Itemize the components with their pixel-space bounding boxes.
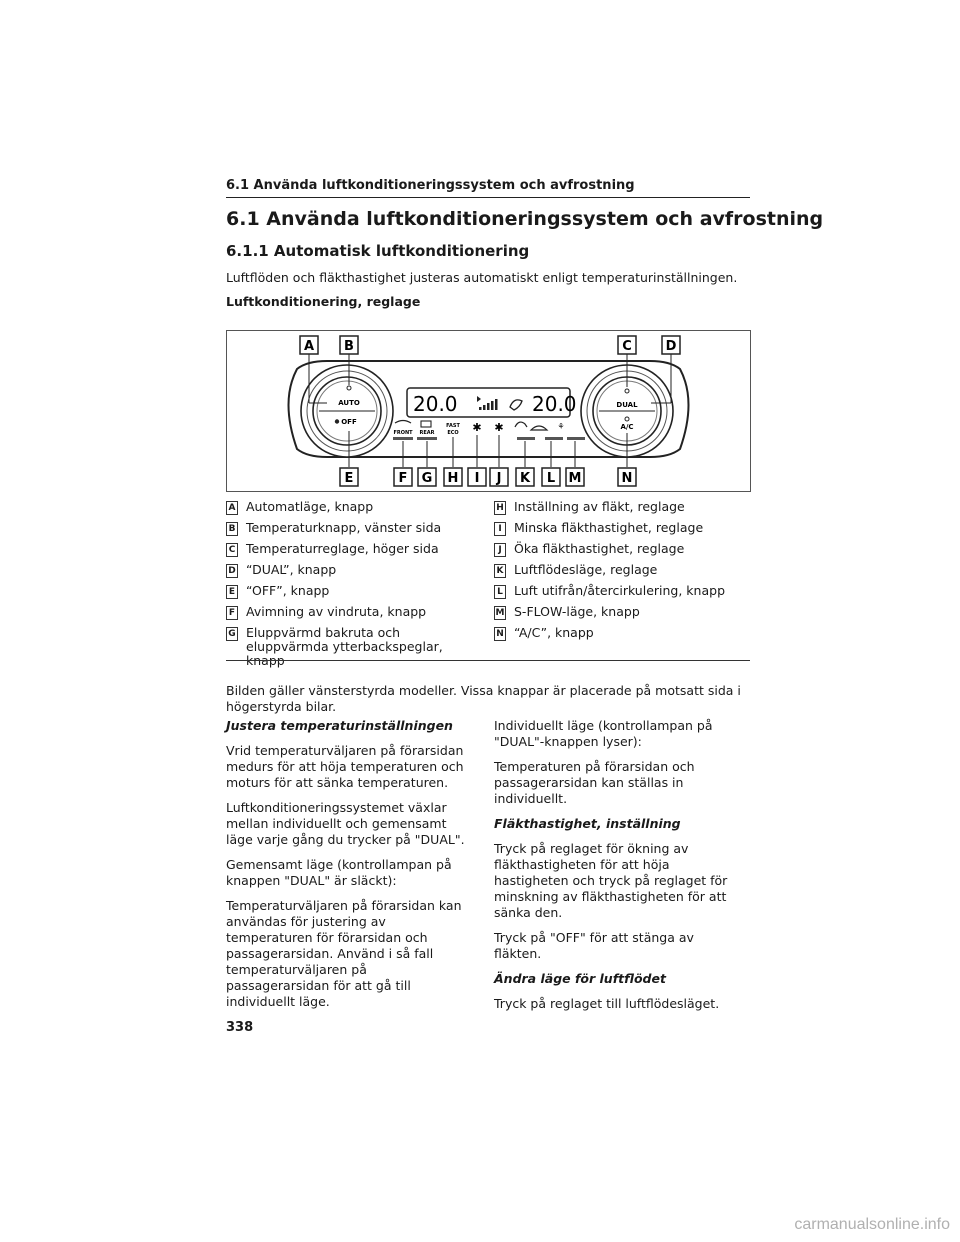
section-heading: 6.1 Använda luftkonditioneringssystem och avfrostning — [226, 208, 824, 230]
climate-panel-figure — [226, 330, 751, 492]
callout-letter: H — [447, 471, 459, 486]
column-paragraph: Tryck på reglaget till luftflödesläget. — [494, 996, 720, 1011]
legend-key: I — [494, 522, 506, 536]
fast-eco-button — [446, 423, 460, 436]
legend-key: N — [494, 627, 506, 641]
legend-item-c — [226, 542, 476, 557]
legend-key: G — [226, 627, 238, 641]
legend-text: “DUAL”, knapp — [246, 562, 337, 577]
column-paragraph: Temperaturen på förarsidan och passagerarsidan kan ställas in individuellt. — [494, 759, 695, 806]
legend-item-n — [494, 626, 750, 641]
column-paragraph: Vrid temperaturväljaren på förarsidan medurs för att höja temperaturen och moturs för att sänka temperaturen. — [226, 743, 464, 790]
legend-key: M — [495, 608, 505, 618]
legend-item-m — [494, 605, 750, 620]
s-flow-icon: ⚘ — [557, 422, 565, 431]
legend-item-g — [226, 626, 476, 668]
callout-letter: J — [496, 471, 502, 486]
running-head: 6.1 Använda luftkonditioneringssystem och avfrostning — [226, 178, 750, 198]
column-paragraph: Temperaturväljaren på förarsidan kan användas för justering av temperaturen för förarsidan och passagerarsidan. Använd i så fall temperaturväljaren på passagerarsidan för att gå till individuellt läge. — [226, 898, 462, 1009]
legend-key: F — [226, 606, 238, 620]
left-text-column — [226, 718, 472, 1019]
column-paragraph: Tryck på "OFF" för att stänga av fläkten. — [494, 930, 694, 961]
eco-label: ECO — [447, 430, 459, 436]
legend-key: K — [494, 564, 506, 578]
callout-letter: M — [568, 471, 582, 486]
callouts-top — [300, 336, 680, 354]
legend-item-k — [494, 563, 750, 578]
callout-l — [542, 468, 560, 486]
subsection-heading: 6.1.1 Automatisk luftkonditionering — [226, 242, 530, 260]
callout-letter: C — [622, 339, 632, 354]
callout-m — [566, 468, 584, 486]
callout-letter: E — [344, 471, 354, 486]
legend-item-l — [494, 584, 750, 599]
callout-letter: L — [546, 471, 556, 486]
off-button-label: OFF — [341, 418, 357, 426]
legend-item-j — [494, 542, 750, 557]
callout-letter: K — [519, 471, 531, 486]
callout-f — [394, 468, 412, 486]
climate-display — [407, 388, 577, 417]
callout-g — [418, 468, 436, 486]
legend-text: Automatläge, knapp — [246, 499, 374, 514]
legend-text: Luftflödesläge, reglage — [514, 562, 658, 577]
callout-letter: N — [621, 471, 633, 486]
callout-j — [490, 468, 508, 486]
column-paragraph: Gemensamt läge (kontrollampan på knappen "DUAL" är släckt): — [226, 857, 452, 888]
legend-text: Eluppvärmd bakruta och eluppvärmda ytterbackspeglar, knapp — [246, 625, 443, 668]
legend-text: “OFF”, knapp — [246, 583, 330, 598]
column-paragraph: Luftkonditioneringssystemet växlar mellan individuellt och gemensamt läge varje gång du trycker på "DUAL". — [226, 800, 465, 847]
legend-key: E — [226, 585, 238, 599]
fan-decrease-icon: ✱ — [472, 421, 482, 434]
legend-divider — [226, 660, 750, 661]
front-label: FRONT — [393, 430, 413, 436]
auto-button-label: AUTO — [338, 399, 360, 407]
callout-letter: B — [344, 339, 354, 354]
watermark: carmanualsonline.info — [794, 1216, 950, 1233]
figure-caption: Luftkonditionering, reglage — [226, 294, 421, 309]
legend-item-e — [226, 584, 476, 599]
callout-k — [516, 468, 534, 486]
callout-letter: G — [421, 471, 433, 486]
legend-key: H — [494, 501, 506, 515]
callout-b — [340, 336, 358, 354]
left-temp-knob — [301, 365, 393, 457]
legend-key: L — [494, 585, 506, 599]
legend-key: A — [226, 501, 238, 515]
legend-key: J — [494, 543, 506, 557]
legend-item-a — [226, 500, 476, 515]
legend-text: Temperaturreglage, höger sida — [246, 541, 439, 556]
legend-item-f — [226, 605, 476, 620]
callout-n — [618, 468, 636, 486]
fan-increase-icon: ✱ — [494, 421, 504, 434]
legend-key: B — [226, 522, 238, 536]
legend-text: Öka fläkthastighet, reglage — [514, 541, 685, 556]
column-paragraph: Tryck på reglaget för ökning av fläkthastigheten för att höja hastigheten och tryck på reglaget för minskning av fläkthastigheten för att sänka den. — [494, 841, 728, 920]
column-subheading: Fläkthastighet, inställning — [494, 816, 681, 831]
legend-text: S-FLOW-läge, knapp — [514, 604, 640, 619]
legend-text: Temperaturknapp, vänster sida — [246, 520, 442, 535]
legend-key: D — [226, 564, 238, 578]
callout-letter: I — [474, 471, 480, 486]
off-power-icon — [335, 419, 339, 423]
rear-label: REAR — [419, 430, 435, 436]
column-paragraph: Individuellt läge (kontrollampan på "DUAL"-knappen lyser): — [494, 718, 713, 749]
callouts-bottom — [340, 468, 636, 486]
right-temperature: 20.0 — [532, 392, 577, 416]
callout-a — [300, 336, 318, 354]
fast-label: FAST — [446, 423, 460, 429]
climate-panel-illustration — [227, 331, 750, 491]
callout-e — [340, 468, 358, 486]
callout-c — [618, 336, 636, 354]
legend-item-h — [494, 500, 750, 515]
figure-note: Bilden gäller vänsterstyrda modeller. Vissa knappar är placerade på motsatt sida i högerstyrda bilar. — [226, 683, 741, 714]
intro-paragraph: Luftflöden och fläkthastighet justeras automatiskt enligt temperaturinställningen. — [226, 270, 738, 285]
callout-i — [468, 468, 486, 486]
column-subheading: Ändra läge för luftflödet — [494, 971, 666, 986]
legend-item-b — [226, 521, 476, 536]
ac-button-label: A/C — [620, 423, 634, 431]
right-text-column — [494, 718, 740, 1021]
callout-letter: F — [398, 471, 408, 486]
dual-button-label: DUAL — [616, 401, 638, 409]
callout-letter: D — [665, 339, 677, 354]
legend-key: C — [226, 543, 238, 557]
legend-text: Minska fläkthastighet, reglage — [514, 520, 704, 535]
legend-item-d — [226, 563, 476, 578]
column-subheading: Justera temperaturinställningen — [226, 718, 453, 733]
legend-text: Luft utifrån/återcirkulering, knapp — [514, 583, 725, 598]
callout-d — [662, 336, 680, 354]
left-temperature: 20.0 — [413, 392, 458, 416]
legend-text: Avimning av vindruta, knapp — [246, 604, 427, 619]
callout-letter: A — [303, 339, 315, 354]
page-number: 338 — [226, 1020, 254, 1035]
legend-text: “A/C”, knapp — [514, 625, 594, 640]
callout-h — [444, 468, 462, 486]
legend-item-i — [494, 521, 750, 536]
legend-text: Inställning av fläkt, reglage — [514, 499, 685, 514]
